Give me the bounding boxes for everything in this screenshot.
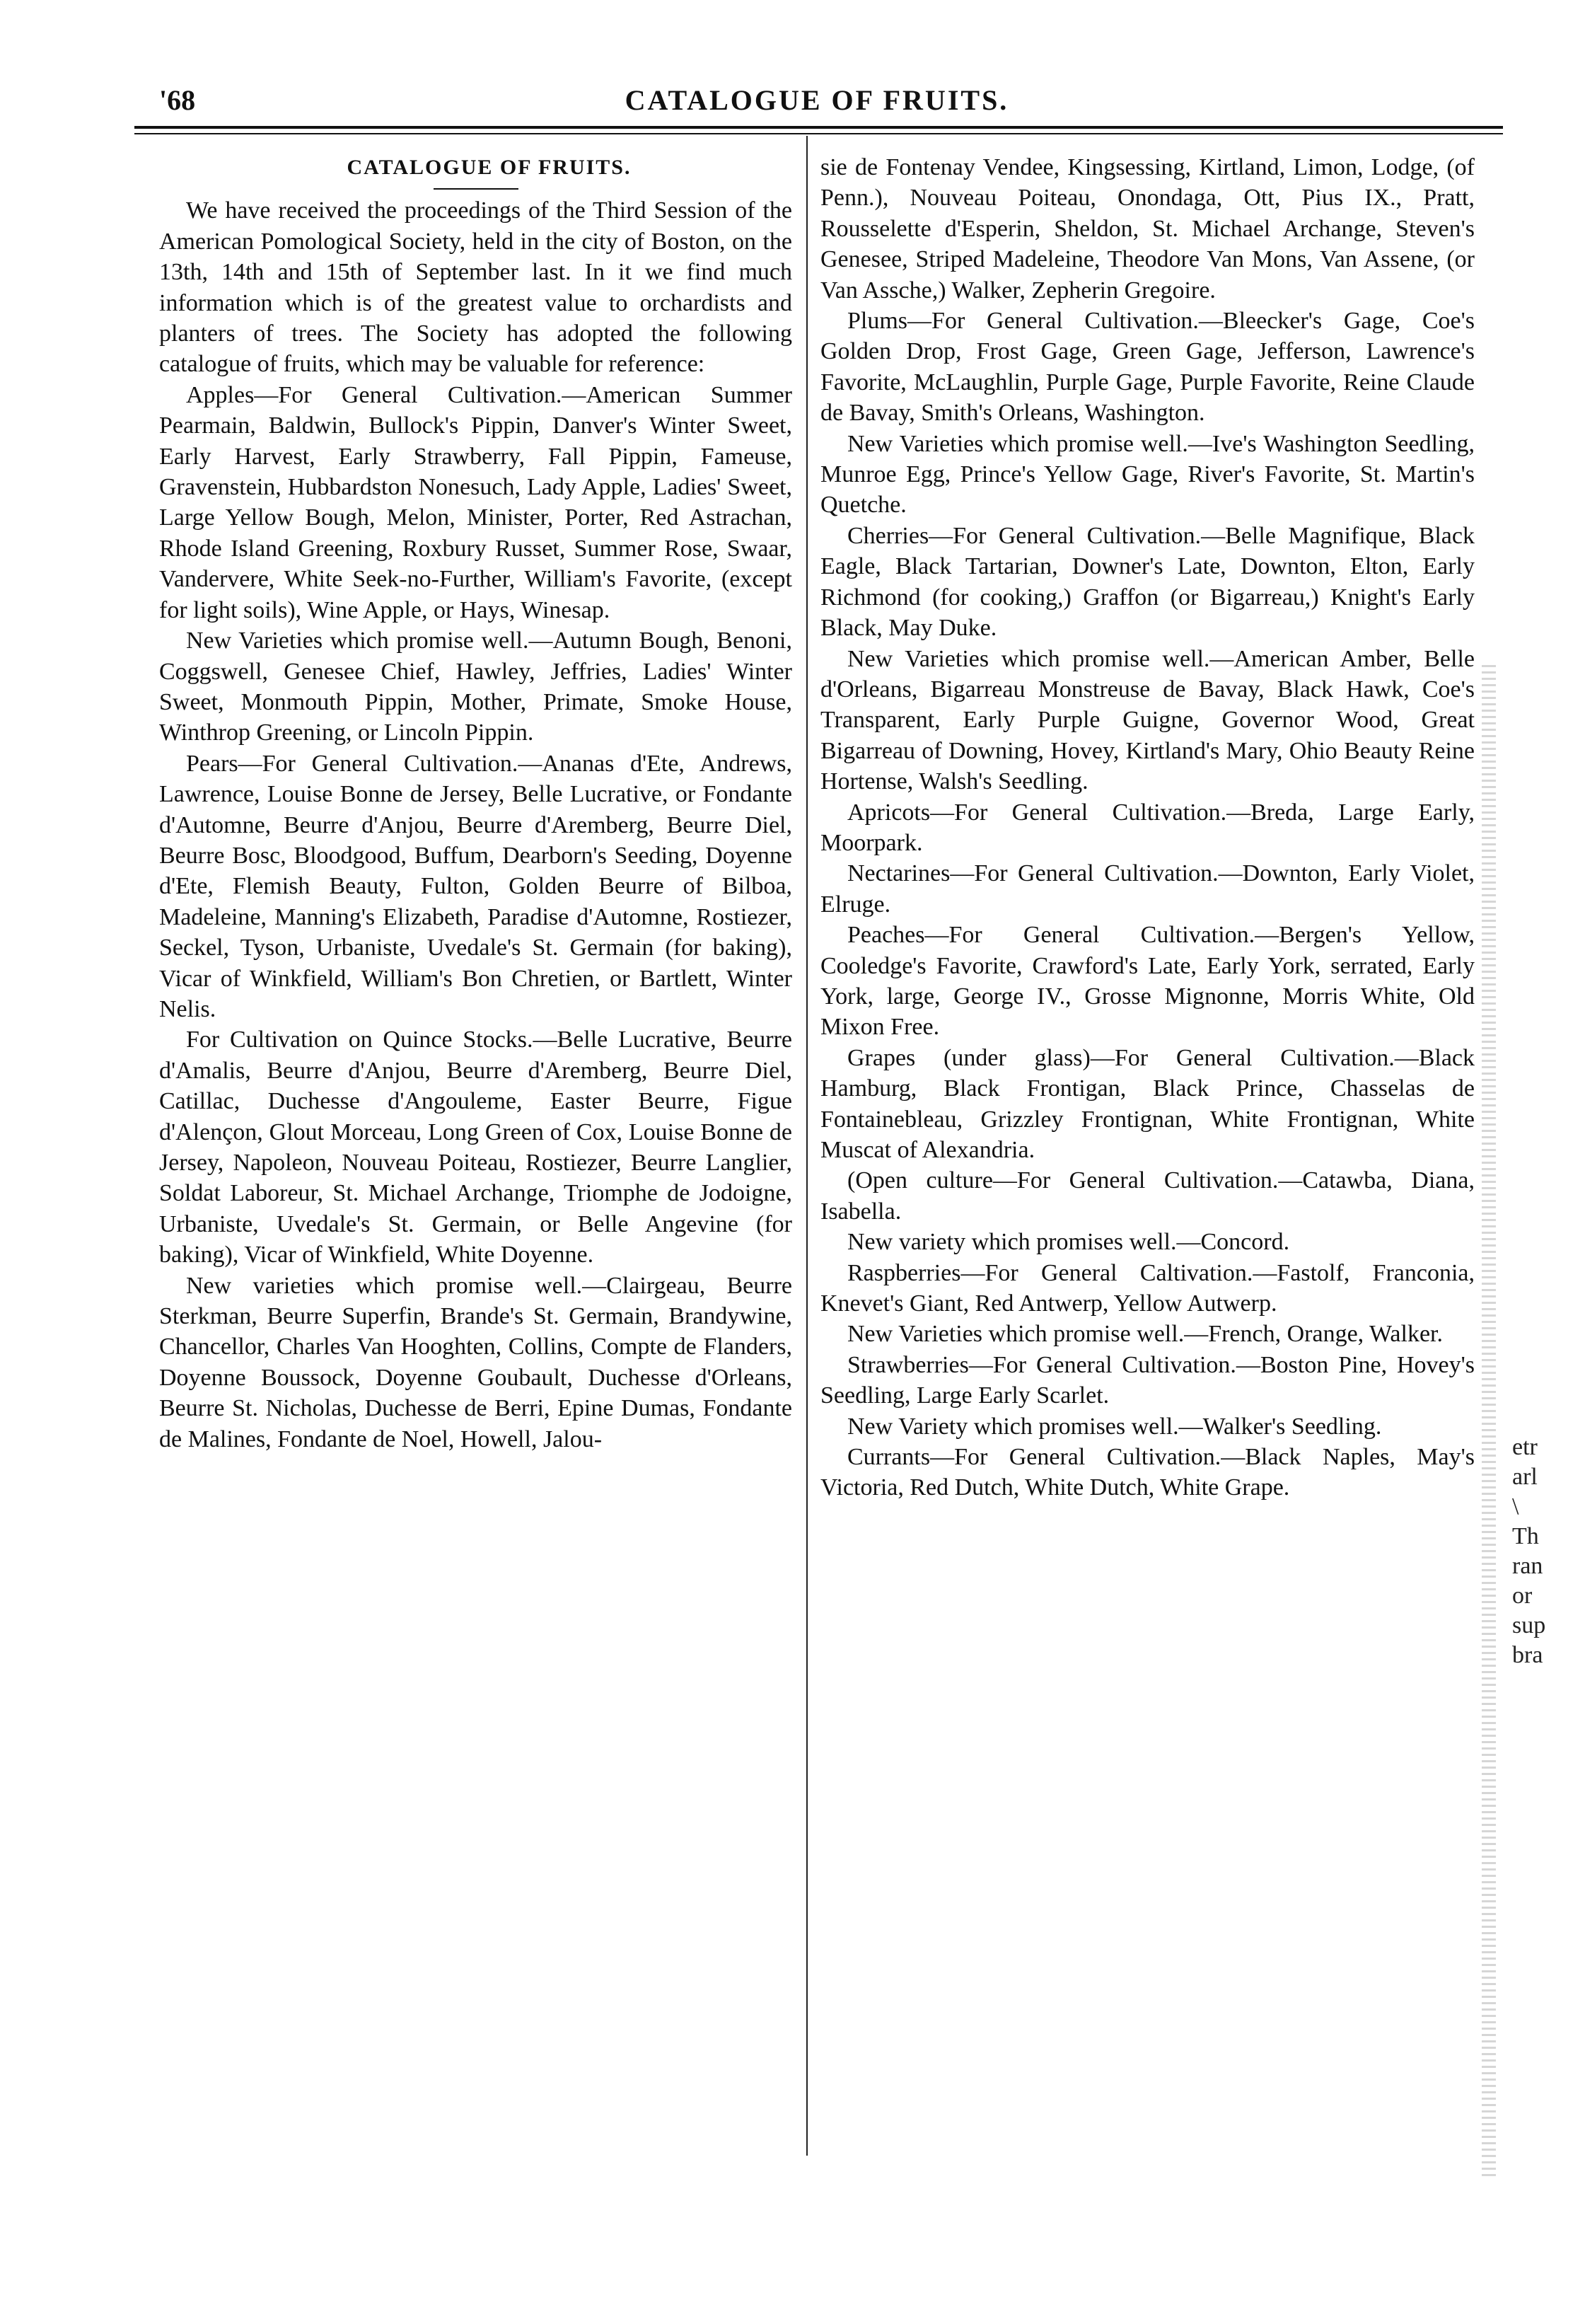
header-rule: [134, 126, 1503, 129]
raspberries-paragraph: Raspberries—For General Caltivation.—Fastolf, Franconia, Knevet's Giant, Red Antwerp, Yellow Autwerp.: [820, 1259, 1475, 1317]
left-column: [159, 152, 792, 1455]
apples-general-paragraph: Apples—For General Cultivation.—American Summer Pearmain, Baldwin, Bullock's Pippin, Danver's Winter Sweet, Early Harvest, Early Strawberry, Fall Pippin, Fameuse, Gravenstein, Hubbardston Nonesuch, Lady Apple, Ladies' Sweet, Large Yellow Bough, Melon, Minister, Porter, Red Astrachan, Rhode Island Greening, Roxbury Russet, Summer Rose, Swaar, Vandervere, White Seek-no-Further, William's Favorite, (except for light soils), Wine Apple, or Hays, Winesap.: [159, 381, 792, 623]
right-column: [820, 152, 1475, 1503]
pears-new-continued: sie de Fontenay Vendee, Kingsessing, Kirtland, Limon, Lodge, (of Penn.), Nouveau Poiteau, Onondaga, Ott, Pius IX., Pratt, Rousselette d'Esperin, Sheldon, St. Michael Archange, Steven's Genesee, Striped Madeleine, Theodore Van Mons, Van Assene, (or Van Assche,) Walker, Zepherin Gregoire.: [820, 154, 1475, 303]
fragment-line: sup: [1512, 1612, 1546, 1638]
apricots-paragraph: Apricots—For General Cultivation.—Breda, Large Early, Moorpark.: [820, 799, 1475, 856]
nectarines-paragraph: Nectarines—For General Cultivation.—Downton, Early Violet, Elruge.: [820, 860, 1475, 918]
pears-quince-paragraph: For Cultivation on Quince Stocks.—Belle Lucrative, Beurre d'Amalis, Beurre d'Anjou, Beurre d'Aremberg, Beurre Diel, Catillac, Duchesse d'Angouleme, Easter Beurre, Figue d'Alençon, Glout Morceau, Long Green of Cox, Louise Bonne de Jersey, Napoleon, Nouveau Poiteau, Rostiezer, Beurre Langlier, Soldat Laboreur, St. Michael Archange, Triomphe de Jodoigne, Urbaniste, Uvedale's St. Germain, or Belle Angevine (for baking), Vicar of Winkfield, White Doyenne.: [159, 1027, 792, 1268]
pears-new-paragraph: New varieties which promise well.—Clairgeau, Beurre Sterkman, Beurre Superfin, Brande's St. Germain, Brandywine, Chancellor, Charles Van Hooghten, Collins, Compte de Flanders, Doyenne Boussock, Doyenne Goubault, Duchesse d'Orleans, Beurre St. Nicholas, Duchesse de Berri, Epine Dumas, Fondante de Malines, Fondante de Noel, Howell, Jalou-: [159, 1272, 792, 1452]
strawberries-paragraph: Strawberries—For General Cultivation.—Boston Pine, Hovey's Seedling, Large Early Scarlet.: [820, 1351, 1475, 1409]
fragment-line: etr: [1512, 1434, 1538, 1460]
facing-page-fragment: [1512, 1433, 1583, 1670]
grapes-open-paragraph: (Open culture—For General Cultivation.—Catawba, Diana, Isabella.: [820, 1167, 1475, 1225]
title-rule: [434, 188, 518, 190]
cherries-new-paragraph: New Varieties which promise well.—American Amber, Belle d'Orleans, Bigarreau Monstreuse de Bavay, Black Hawk, Coe's Transparent, Early Purple Guigne, Governor Wood, Great Bigarreau of Downing, Hovey, Kirtland's Mary, Ohio Beauty Reine Hortense, Walsh's Seedling.: [820, 645, 1475, 795]
page-header: [159, 83, 1475, 127]
fragment-line: Th: [1512, 1523, 1539, 1549]
article-title: CATALOGUE OF FRUITS.: [347, 156, 632, 179]
raspberries-new-paragraph: New Varieties which promise well.—French, Orange, Walker.: [847, 1321, 1443, 1348]
intro-paragraph: We have received the proceedings of the Third Session of the American Pomological Society, held in the city of Boston, on the 13th, 14th and 15th of September last. In it we find much information which is of the greatest value to orchardists and planters of trees. The Society has adopted the following catalogue of fruits, which may be valuable for reference:: [159, 197, 792, 378]
apples-new-paragraph: New Varieties which promise well.—Autumn Bough, Benoni, Coggswell, Genesee Chief, Hawley, Jeffries, Ladies' Winter Sweet, Monmouth Pippin, Mother, Primate, Smoke House, Winthrop Greening, or Lincoln Pippin.: [159, 628, 792, 746]
column-divider: [806, 136, 808, 2156]
page-number: '68: [159, 84, 196, 116]
plums-general-paragraph: Plums—For General Cultivation.—Bleecker's Gage, Coe's Golden Drop, Frost Gage, Green Gage, Jefferson, Lawrence's Favorite, McLaughlin, Purple Gage, Purple Favorite, Reine Claude de Bavay, Smith's Orleans, Washington.: [820, 308, 1475, 427]
fragment-line: bra: [1512, 1642, 1543, 1668]
fragment-line: \: [1512, 1493, 1519, 1520]
fragment-line: ran: [1512, 1553, 1543, 1579]
grapes-new-paragraph: New variety which promises well.—Concord.: [847, 1229, 1290, 1256]
currants-paragraph: Currants—For General Cultivation.—Black Naples, May's Victoria, Red Dutch, White Dutch, White Grape.: [820, 1444, 1475, 1501]
header-rule-thin: [134, 133, 1503, 134]
pears-general-paragraph: Pears—For General Cultivation.—Ananas d'Ete, Andrews, Lawrence, Louise Bonne de Jersey, Belle Lucrative, or Fondante d'Automne, Beurre d'Anjou, Beurre d'Aremberg, Beurre Diel, Beurre Bosc, Bloodgood, Buffum, Dearborn's Seeding, Doyenne d'Ete, Flemish Beauty, Fulton, Golden Beurre of Bilboa, Madeleine, Manning's Elizabeth, Paradise d'Automne, Rostiezer, Seckel, Tyson, Urbaniste, Uvedale's St. Germain (for baking), Vicar of Winkfield, William's Bon Chretien, or Bartlett, Winter Nelis.: [159, 750, 792, 1022]
fragment-line: arl: [1512, 1464, 1538, 1490]
peaches-paragraph: Peaches—For General Cultivation.—Bergen's Yellow, Cooledge's Favorite, Crawford's Late, Early York, serrated, Early York, large, George IV., Grosse Mignonne, Morris White, Old Mixon Free.: [820, 922, 1475, 1041]
grapes-glass-paragraph: Grapes (under glass)—For General Cultivation.—Black Hamburg, Black Frontigan, Black Prince, Chasselas de Fontainebleau, Grizzley Frontignan, White Frontignan, White Muscat of Alexandria.: [820, 1044, 1475, 1163]
running-title: CATALOGUE OF FRUITS.: [625, 84, 1009, 116]
strawberries-new-paragraph: New Variety which promises well.—Walker's Seedling.: [847, 1413, 1382, 1440]
plums-new-paragraph: New Varieties which promise well.—Ive's Washington Seedling, Munroe Egg, Prince's Yellow Gage, River's Favorite, St. Martin's Quetche.: [820, 430, 1475, 519]
fragment-line: or: [1512, 1583, 1533, 1609]
cherries-general-paragraph: Cherries—For General Cultivation.—Belle Magnifique, Black Eagle, Black Tartarian, Downer's Late, Downton, Elton, Early Richmond (for cooking,) Graffon (or Bigarreau,) Knight's Early Black, May Duke.: [820, 522, 1475, 642]
binding-edge: [1482, 665, 1496, 2179]
